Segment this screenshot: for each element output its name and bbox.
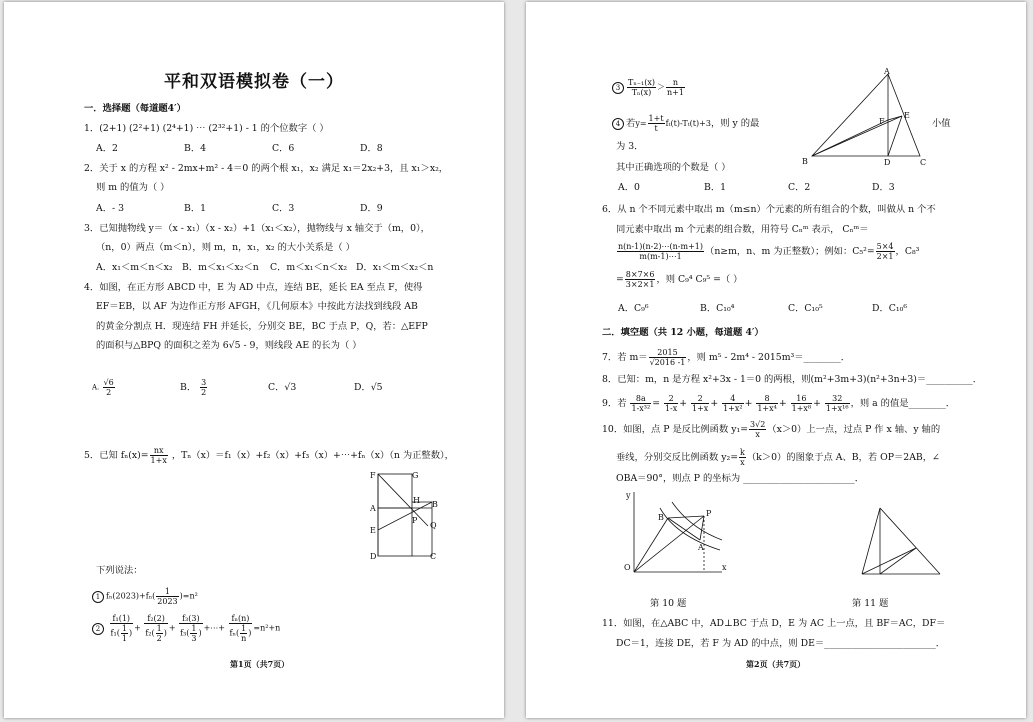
- q3-option-d: D．x₁＜m＜x₂＜n: [356, 262, 434, 273]
- q5-statement-4-end: 为 3．: [616, 141, 644, 152]
- q6-option-b: B．C₁₀⁴: [700, 303, 735, 314]
- q5-statement-1: 1 fₙ(2023)+fₙ( $\frac{1}{2023}$ )=n²: [92, 587, 198, 606]
- label-q: Q: [430, 521, 437, 530]
- label-d: D: [370, 552, 377, 560]
- q1-option-c: C．6: [272, 143, 295, 154]
- page-2-footer: 第2页（共7页）: [746, 659, 806, 669]
- page-2: [526, 2, 1026, 718]
- question-9: 9．若 $\frac{8a}{\text{1-x³²}}$ = $\frac{2}{1-x}$ + $\frac{2}{1+x}$ + $\frac{4}{\text{1+x²}}$ + $\frac{8}{\text{1+x⁴}}$ + $\frac{16}{\text{1+x⁸}}$ + $\frac{32}{\text{1+x¹⁶}}$ ，则 a 的值是________．: [602, 394, 956, 413]
- question-2-line-1: 2．关于 x 的方程 x² - 2mx+m² - 4＝0 的两个根 x₁，x₂ 满足 x₁＝2x₂+3，且 x₁＞x₂，: [84, 163, 449, 174]
- label-g: G: [412, 471, 419, 480]
- q5-option-b: B．1: [704, 182, 727, 193]
- figure-q11: [856, 502, 946, 582]
- question-11-line-1: 11．如图，在△ABC 中，AD⊥BC 于点 D，E 为 AC 上一点，且 BF＝AC，DF＝: [602, 618, 946, 629]
- q5-option-a: A．0: [618, 182, 640, 193]
- q3-option-a: A．x₁＜m＜n＜x₂: [96, 262, 173, 273]
- graph-figure-q10: [620, 488, 730, 576]
- question-10-line-3: OBA＝90°，则点 P 的坐标为 ________________________．: [616, 473, 865, 484]
- q2-option-a: A．- 3: [96, 203, 125, 214]
- question-4-line-1: 4．如图，在正方形 ABCD 中，E 为 AD 中点，连结 BE，延长 EA 至点 F，使得: [84, 282, 423, 293]
- q4-option-b: B． $\frac{3}{2}$: [180, 378, 207, 397]
- question-10-line-2: 垂线，分别交反比例函数 y₂= $\frac{k}{x}$ （k＞0）的图象于点 A、B，若 OP＝2AB，∠: [616, 448, 940, 467]
- q2-option-d: D．9: [360, 203, 383, 214]
- question-1: 1．(2+1) (2²+1) (2⁴+1) ⋯ (2³²+1) - 1 的个位数字（ ）: [84, 123, 329, 134]
- label-a: A: [370, 504, 376, 513]
- q5-statement-2: 2 f₁(1) f₁( $\frac{1}{1}$ ) + f₂(2) f₂( $\frac{1}{2}$ ) + f₃(3) f₃( $\frac{1}{3}$ ) +⋯+ fₙ(n) fₙ( $\frac{1}{n}$ ) =n²+n: [92, 614, 280, 643]
- q3-option-b: B．m＜x₁＜x₂＜n: [182, 262, 259, 273]
- q6-option-c: C．C₁₀⁵: [788, 303, 823, 314]
- page-1: [4, 2, 504, 718]
- tri-label-f: F: [879, 117, 885, 126]
- q2-option-b: B．1: [184, 203, 207, 214]
- label-c: C: [430, 552, 437, 560]
- tri-label-b: B: [802, 157, 808, 166]
- graph-label-p: P: [706, 509, 712, 518]
- q5-statement-4-tail: 小值: [932, 118, 951, 129]
- q1-option-a: A．2: [96, 143, 118, 154]
- question-2-line-2: 则 m 的值为（ ）: [96, 182, 170, 193]
- q1-option-b: B．4: [184, 143, 207, 154]
- label-b: B: [432, 500, 438, 509]
- q5-statements-intro: 下列说法：: [96, 565, 143, 576]
- tri-label-e: E: [904, 111, 910, 120]
- question-6-line-4: = $\frac{8\times 7\times 6}{3\times 2\times 1}$ ，则 C₉⁴ C₉⁵ =（ ）: [616, 270, 743, 289]
- question-4-line-4: 的面积与△BPQ 的面积之差为 6√5 - 9，则线段 AE 的长为（ ）: [96, 340, 362, 351]
- q4-option-c: C．√3: [268, 382, 297, 393]
- triangle-figure: [798, 68, 932, 168]
- question-6-line-3: $\frac{n(n-1)(n-2)\cdots(n-m+1)}{m(m-1)\cdots 1}$ （n≥m，n、m 为正整数）；例如：C₅²= $\frac{5\times 4}{2\times 1}$ ，C₈³: [618, 242, 920, 261]
- question-6-line-1: 6．从 n 个不同元素中取出 m（m≤n）个元素的所有组合的个数，叫做从 n 个不: [602, 204, 936, 215]
- question-8: 8．已知：m，n 是方程 x²+3x - 1＝0 的两根，则(m²+3m+3)(n²+3n+3)＝__________．: [602, 374, 983, 385]
- caption-question-10: 第 10 题: [650, 598, 687, 609]
- label-h: H: [413, 496, 420, 505]
- question-3-line-1: 3．已知抛物线 y＝（x - x₁）（x - x₂）+1（x₁＜x₂），抛物线与 x 轴交于（m，0），: [84, 223, 430, 234]
- q5-count-prompt: 其中正确选项的个数是（ ）: [616, 162, 731, 173]
- graph-label-b: B: [658, 513, 664, 522]
- question-7: 7．若 m＝ $\frac{2015}{√2016 -1}$ ，则 m⁵ - 2m⁴ - 2015m³＝________．: [602, 348, 851, 367]
- q1-option-d: D．8: [360, 143, 383, 154]
- tri-label-c: C: [920, 158, 927, 167]
- tri-label-a: A: [884, 68, 890, 76]
- tri-label-d: D: [884, 158, 891, 167]
- question-4-line-2: EF＝EB，以 AF 为边作正方形 AFGH，《几何原本》中按此方法找到线段 AB: [96, 301, 418, 312]
- q3-option-c: C．m＜x₁＜n＜x₂: [270, 262, 348, 273]
- q2-option-c: C．3: [272, 203, 295, 214]
- caption-question-11: 第 11 题: [852, 598, 889, 609]
- q6-option-d: D．C₁₀⁶: [872, 303, 908, 314]
- question-6-line-2: 同元素中取出 m 个元素的组合数，用符号 Cₙᵐ 表示， Cₙᵐ＝: [616, 224, 869, 235]
- graph-label-a: A: [698, 543, 704, 552]
- page-1-footer: 第1页（共7页）: [230, 659, 290, 669]
- section-heading-choice: 一．选择题（每道题4′）: [84, 103, 186, 114]
- graph-label-o: O: [624, 563, 631, 572]
- graph-label-x: x: [722, 563, 727, 572]
- q6-option-a: A．C₉⁶: [618, 303, 649, 314]
- label-e: E: [370, 526, 376, 535]
- label-f: F: [370, 471, 376, 480]
- square-figure: [366, 468, 444, 560]
- q5-option-c: C．2: [788, 182, 811, 193]
- question-10-line-1: 10．如图，点 P 是反比例函数 y₁= $\frac{3√2}{x}$ （x＞0）上一点，过点 P 作 x 轴、y 轴的: [602, 420, 941, 439]
- graph-label-y: y: [626, 491, 631, 500]
- q4-option-a: A. $\frac{√6}{2}$: [92, 378, 114, 397]
- section-heading-fill: 二．填空题（共 12 小题，每道题 4′）: [602, 327, 764, 338]
- q5-statement-4: 4 若y= $\frac{1+t}{t}$ fₜ(t)-Tₜ(t)+3，则 y 的最: [612, 114, 759, 133]
- question-5-line-1: 5．已知 fₙ(x)= $\frac{nx}{1+x}$ ，Tₙ（x）＝f₁（x）+f₂（x）+f₃（x）+⋯+fₙ（x）（n 为正整数），: [84, 446, 454, 465]
- q5-option-d: D．3: [872, 182, 895, 193]
- page-title: 平和双语模拟卷（一）: [164, 72, 344, 92]
- question-11-line-2: DC＝1，连接 DE，若 F 为 AD 的中点，则 DE＝________________________．: [616, 638, 946, 649]
- q4-option-d: D．√5: [354, 382, 383, 393]
- question-4-line-3: 的黄金分割点 H．现连结 FH 并延长，分别交 BE，BC 于点 P，Q，若：△EFP: [96, 321, 428, 332]
- label-p: P: [412, 516, 418, 525]
- q5-statement-3: 3 $\frac{\text{Tₙ₋₁(x)}}{\text{Tₙ(x)}}$ ＞ $\frac{n}{n+1}$: [612, 78, 686, 97]
- question-3-line-2: （n，0）两点（m＜n），则 m，n，x₁，x₂ 的大小关系是（ ）: [96, 242, 355, 253]
